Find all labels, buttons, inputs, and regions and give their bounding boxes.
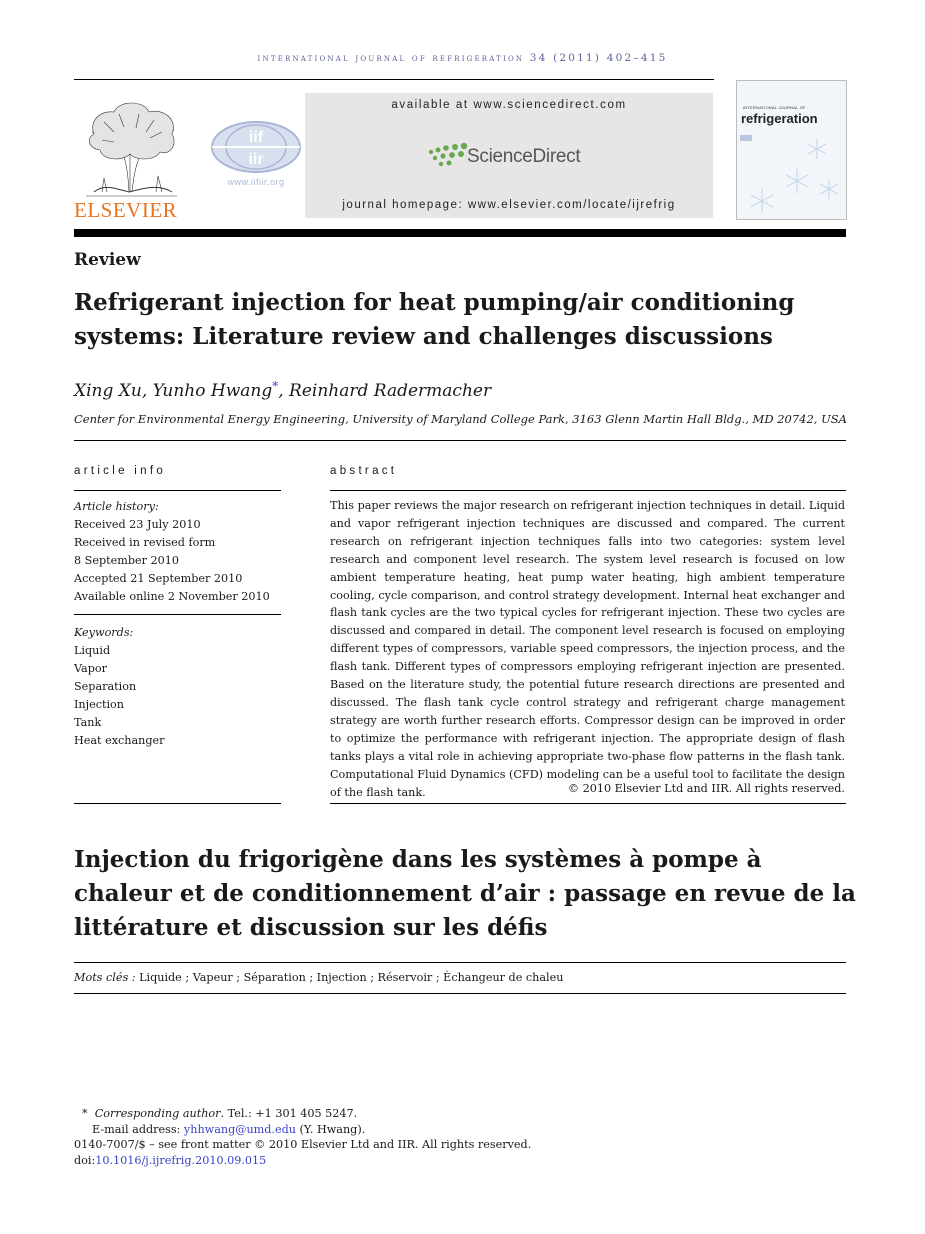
email-label: E-mail address: <box>92 1123 184 1136</box>
corresponding-label: Corresponding author <box>94 1107 221 1120</box>
keyword-item: Tank <box>74 715 102 729</box>
mots-top-rule <box>74 962 846 963</box>
title-thick-rule <box>74 229 846 237</box>
mots-cles-label: Mots clés : <box>74 971 136 984</box>
snowflake-pattern <box>737 129 846 219</box>
history-item: Available online 2 November 2010 <box>74 589 270 603</box>
affiliation: Center for Environmental Energy Engineering, University of Maryland College Park, 3163 Glenn Martin Hall Bldg., MD 20742, USA <box>74 412 847 426</box>
authors-text-rest[interactable]: , Reinhard Radermacher <box>278 381 492 401</box>
elsevier-wordmark: ELSEVIER <box>74 198 178 222</box>
journal-cover-thumbnail <box>736 80 847 220</box>
journal-running-head: international journal of refrigeration 34 (2011) 402–415 <box>257 52 668 64</box>
iifiir-url[interactable]: www.iifiir.org <box>227 177 285 187</box>
iifiir-logo <box>210 120 302 175</box>
available-at-text[interactable]: available at www.sciencedirect.com <box>391 99 627 111</box>
keyword-item: Injection <box>74 698 124 712</box>
sciencedirect-dots-icon <box>425 142 469 170</box>
doi-line <box>74 1154 266 1167</box>
sciencedirect-logo-text: ScienceDirect <box>467 146 581 167</box>
keyword-item: Heat exchanger <box>74 733 165 747</box>
keyword-item: Separation <box>74 680 137 694</box>
abstract-text: This paper reviews the major research on refrigerant injection techniques in detail. Liquid and vapor refrigerant injection techniques are discussed and compared. The current research on refrigerant injection techniques falls into two categories: system level research and component level research. The system level research is focused on low ambient temperature heating, heat pump water heating, high ambient temperature cooling, cycle comparison, and control strategy development. Internal heat exchanger and flash tank cycles are the two typical cycles for refrigerant injection. These two cycles are discussed and compared in detail. The component level research is focused on employing different types of compressors, variable speed compressors, the injection process, and the flash tank. Different types of compressors employing refrigerant injection are presented. Based on the literature study, the potential future research directions are presented and discussed. The flash tank cycle control strategy and refrigerant charge management strategy are worth further research efforts. Compressor design can be improved in order to optimize the performance with refrigerant injection. The appropriate design of flash tanks plays a vital role in achieving appropriate two-phase flow patterns in the flash tank. Computational Fluid Dynamics (CFD) modeling can be a useful tool to facilitate the design of the flash tank. <box>330 499 845 799</box>
corresponding-footnote <box>82 1107 357 1120</box>
keyword-item: Vapor <box>74 662 107 676</box>
svg-text:iir: iir <box>248 151 264 168</box>
cover-small-title: INTERNATIONAL JOURNAL OF <box>743 105 806 110</box>
front-matter-line: 0140-7007/$ – see front matter © 2010 Elsevier Ltd and IIR. All rights reserved. <box>74 1138 532 1151</box>
mots-cles-list: Liquide ; Vapeur ; Séparation ; Injection ; Réservoir ; Èchangeur de chaleu <box>135 971 564 984</box>
mots-cles-line <box>74 971 563 984</box>
history-label: Article history: <box>74 500 159 513</box>
corresponding-tel: . Tel.: +1 301 405 5247. <box>220 1107 358 1120</box>
article-info-heading: article info <box>74 465 167 477</box>
abstract-bottom-rule <box>330 803 846 804</box>
article-info-column <box>74 498 281 750</box>
article-type-label: Review <box>74 250 141 270</box>
authors-text[interactable]: Xing Xu, Yunho Hwang <box>74 381 273 401</box>
info-top-rule <box>74 490 281 491</box>
abstract-top-rule <box>330 490 846 491</box>
email-owner: (Y. Hwang). <box>295 1123 366 1136</box>
header-rule <box>74 79 714 80</box>
french-title: Injection du frigorigène dans les systèmes à pompe à chaleur et de conditionnement d’air : passage en revue de la littérature et discussion sur les défis <box>74 846 856 941</box>
history-item: Received 23 July 2010 <box>74 517 201 531</box>
affiliation-rule <box>74 440 846 441</box>
keyword-item: Liquid <box>74 644 111 658</box>
article-title: Refrigerant injection for heat pumping/air conditioning systems: Literature review and challenges discussions <box>74 289 795 350</box>
abstract-heading: abstract <box>330 465 398 477</box>
history-item: Received in revised form <box>74 535 216 549</box>
svg-text:iif: iif <box>248 129 264 146</box>
mots-bottom-rule <box>74 993 846 994</box>
keywords-label: Keywords: <box>74 626 134 640</box>
doi-link[interactable]: 10.1016/j.ijrefrig.2010.09.015 <box>95 1154 267 1167</box>
cover-title: refrigeration <box>741 111 818 126</box>
email-link[interactable]: yhhwang@umd.edu <box>183 1123 296 1136</box>
info-divider <box>74 605 281 615</box>
history-item: Accepted 21 September 2010 <box>74 571 243 585</box>
doi-label: doi: <box>74 1154 96 1167</box>
journal-homepage-text[interactable]: journal homepage: www.elsevier.com/locate/ijrefrig <box>342 199 676 211</box>
email-footnote <box>92 1123 365 1136</box>
corresponding-author-mark[interactable]: * <box>272 379 279 393</box>
abstract-copyright: © 2010 Elsevier Ltd and IIR. All rights reserved. <box>567 782 845 795</box>
footnote-star: * <box>82 1107 88 1120</box>
info-bottom-rule <box>74 803 281 804</box>
history-item: 8 September 2010 <box>74 553 180 567</box>
authors-line <box>74 379 491 401</box>
